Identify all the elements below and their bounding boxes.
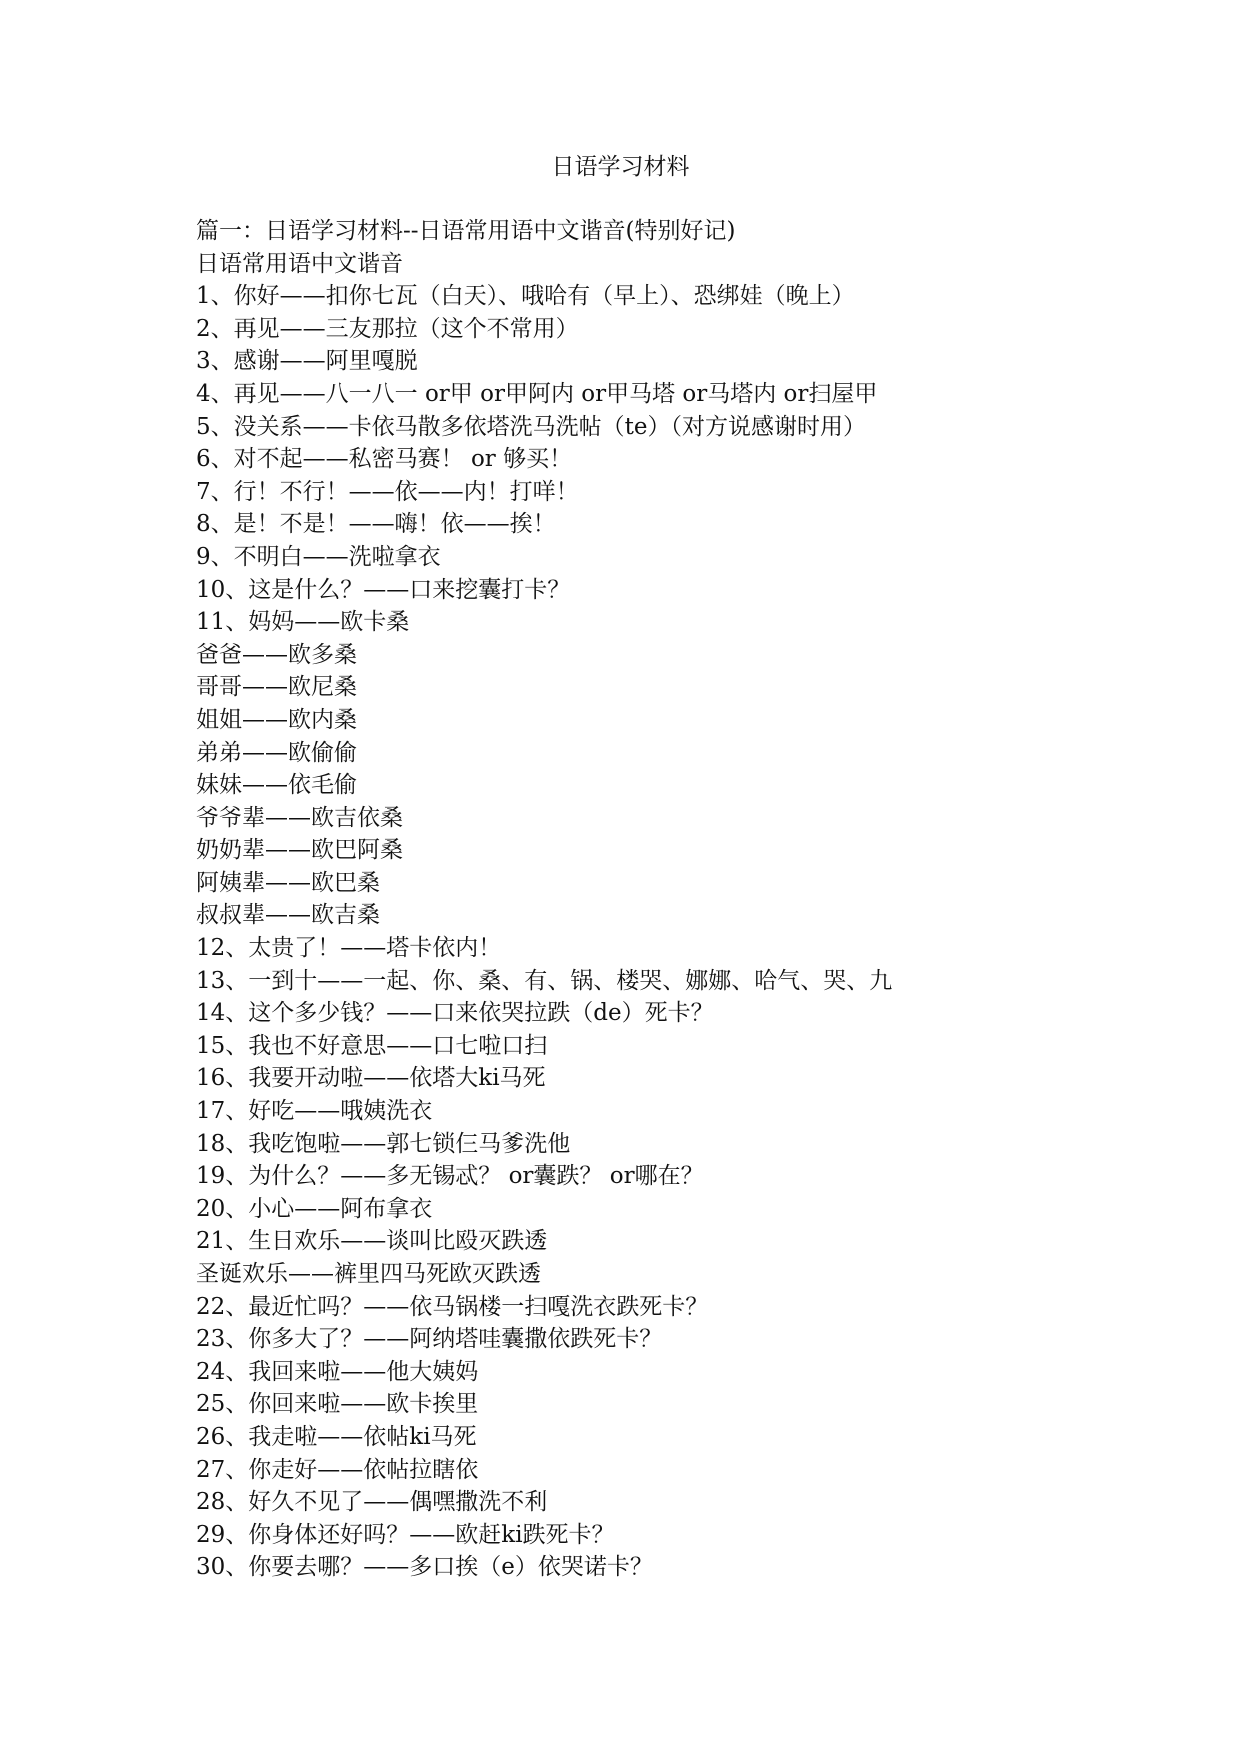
- text-line: 11、妈妈——欧卡桑: [196, 609, 410, 636]
- text-line: 28、好久不见了——偶嘿撒洗不利: [196, 1489, 548, 1516]
- text-line: 7、行！不行！——依——内！打咩！: [196, 478, 579, 505]
- text-line: 6、对不起——私密马赛！ or 够买！: [196, 446, 573, 473]
- text-line: 8、是！不是！——嗨！依——挨！: [196, 511, 556, 538]
- text-line: 叔叔辈——欧吉桑: [196, 902, 380, 929]
- text-line: 19、为什么？——多无锡忒？ or囊跌？ or哪在？: [196, 1163, 704, 1190]
- text-line: 阿姨辈——欧巴桑: [196, 869, 380, 896]
- text-line: 10、这是什么？——口来挖囊打卡？: [196, 576, 571, 603]
- text-line: 妹妹——依毛偷: [196, 772, 357, 799]
- text-line: 4、再见——八一八一 or甲 or甲阿内 or甲马塔 or马塔内 or扫屋甲: [196, 380, 878, 407]
- text-line: 12、太贵了！——塔卡依内！: [196, 935, 502, 962]
- text-line: 奶奶辈——欧巴阿桑: [196, 837, 403, 864]
- text-line: 哥哥——欧尼桑: [196, 674, 357, 701]
- text-line: 弟弟——欧偷偷: [196, 739, 357, 766]
- text-line: 爷爷辈——欧吉依桑: [196, 804, 403, 831]
- text-line: 27、你走好——依帖拉瞎依: [196, 1456, 479, 1483]
- text-line: 18、我吃饱啦——郭七锁仨马爹洗他: [196, 1130, 571, 1157]
- text-line: 日语常用语中文谐音: [196, 250, 403, 277]
- text-line: 22、最近忙吗？——依马锅楼一扫嘎洗衣跌死卡？: [196, 1293, 709, 1320]
- text-line: 13、一到十——一起、你、桑、有、锅、楼哭、娜娜、哈气、哭、九: [196, 967, 893, 994]
- text-line: 16、我要开动啦——依塔大ki马死: [196, 1065, 546, 1092]
- text-line: 23、你多大了？——阿纳塔哇囊撒依跌死卡？: [196, 1326, 663, 1353]
- text-line: 篇一：日语学习材料--日语常用语中文谐音(特别好记): [196, 218, 736, 244]
- text-line: 1、你好——扣你七瓦（白天）、哦哈有（早上）、恐绑娃（晚上）: [196, 283, 855, 310]
- document-body: [196, 215, 1196, 1584]
- text-line: 17、好吃——哦姨洗衣: [196, 1098, 433, 1125]
- text-line: 2、再见——三友那拉（这个不常用）: [196, 315, 579, 342]
- text-line: 9、不明白——洗啦拿衣: [196, 543, 441, 570]
- text-line: 29、你身体还好吗？——欧赶ki跌死卡？: [196, 1521, 615, 1548]
- text-line: 3、感谢——阿里嘎脱: [196, 348, 418, 375]
- text-line: 姐姐——欧内桑: [196, 706, 357, 733]
- text-line: 25、你回来啦——欧卡挨里: [196, 1391, 479, 1418]
- text-line: 26、我走啦——依帖ki马死: [196, 1423, 477, 1450]
- text-line: 爸爸——欧多桑: [196, 641, 357, 668]
- text-line: 30、你要去哪？——多口挨（e）依哭诺卡？: [196, 1554, 653, 1581]
- text-line: 15、我也不好意思——口七啦口扫: [196, 1032, 548, 1059]
- text-line: 5、没关系——卡依马散多依塔洗马洗帖（te）（对方说感谢时用）: [196, 413, 866, 440]
- text-line: 24、我回来啦——他大姨妈: [196, 1358, 479, 1385]
- text-line: 21、生日欢乐——谈叫比殴灭跌透: [196, 1228, 548, 1255]
- text-line: 20、小心——阿布拿衣: [196, 1195, 433, 1222]
- text-line: 14、这个多少钱？——口来依哭拉跌（de）死卡？: [196, 1000, 714, 1027]
- document-title: 日语学习材料: [551, 154, 690, 180]
- text-line: 圣诞欢乐——裤里四马死欧灭跌透: [196, 1261, 541, 1287]
